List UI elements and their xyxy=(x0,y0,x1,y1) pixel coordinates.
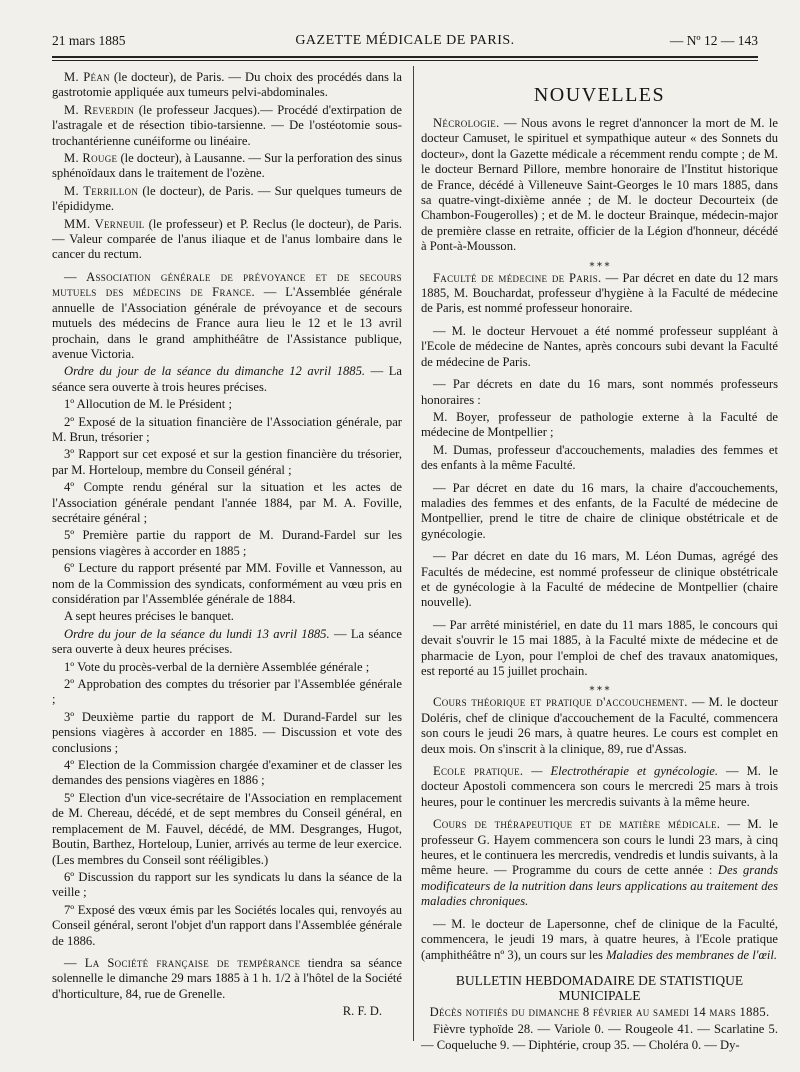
order-1-item: 1º Allocution de M. le Président ; xyxy=(64,397,232,412)
order-2-item: 3º Deuxième partie du rapport de M. Durand-Fardel sur les pensions viagères à accorder en 1885. — Discussion et vote des conclusions ; xyxy=(52,709,402,755)
order-day-2-heading: Ordre du jour de la séance du lundi 13 avril 1885. — La séance sera ouverte à deux heures précises. xyxy=(52,626,402,657)
communication-verneuil: MM. Verneuil (le professeur) et P. Reclus (le docteur), de Paris. — Valeur comparée de l'anus iliaque et de l'anus lombaire dans le cancer du rectum. xyxy=(52,216,402,262)
order-1-item: 3º Rapport sur cet exposé et sur la gestion financière du trésorier, par M. Horteloup, membre du Conseil général ; xyxy=(52,447,402,477)
communication-pean: M. Péan (le docteur), de Paris. — Du choix des procédés dans la gastrotomie appliquée aux tumeurs pelvi-abdominales. xyxy=(52,70,402,100)
header-rule-thin xyxy=(52,60,758,61)
deaths-statistics: Fièvre typhoïde 28. — Variole 0. — Rougeole 41. — Scarlatine 5. — Coqueluche 9. — Diphtérie, croup 35. — Choléra 0. — Dy- xyxy=(421,1022,778,1052)
course-therapeutics: Cours de thérapeutique et de matière médicale. — M. le professeur G. Hayem commencera son cours le lundi 23 mars, à cinq heures, et le continuera les mercredis, vendredis et lundis suivants, à la même heure. — Programme du cours de cette année : Des grands modificateurs de la nutrition dans leurs applications au traitement des maladies chroniques. xyxy=(421,817,779,909)
communication-reverdin: M. Reverdin (le professeur Jacques).— Procédé d'extirpation de l'astragale et de résection tibio-tarsienne. — De l'ostéotomie sous-trochantérienne cunéiforme ou linéaire. xyxy=(52,102,402,148)
left-column xyxy=(52,70,402,1022)
page-header xyxy=(52,33,758,53)
order-1-item: 5º Première partie du rapport de M. Durand-Fardel sur les pensions viagères à accorder en 1885 ; xyxy=(52,528,402,558)
header-title: GAZETTE MÉDICALE DE PARIS. xyxy=(295,33,515,48)
course-obstetrics: Cours théorique et pratique d'accouchement. — M. le docteur Doléris, chef de clinique d'accouchement de la Faculté, commencera son cours le jeudi 26 mars, à quatre heures. Le cours est complet en deux mois. On s'inscrit à la clinique, 89, rue d'Assas. xyxy=(421,695,779,756)
header-date: 21 mars 1885 xyxy=(52,33,126,48)
communication-rouge: M. Rouge (le docteur), à Lausanne. — Sur la perforation des sinus sphénoïdaux dans le traitement de l'ozène. xyxy=(52,151,402,181)
order-1-item: A sept heures précises le banquet. xyxy=(64,609,234,624)
necrology: Nécrologie. — Nous avons le regret d'annoncer la mort de M. le docteur Camuset, le spirituel et sympathique auteur « des Sonnets du docteur», dont la Gazette médicale a récemment rendu compte ; de M. le docteur Bernard Pillore, membre honoraire de l'Institut historique de France, décédé à Villeneuve Saint-Georges le 10 mars 1885, dans sa quatre-vingt-dixième année ; de M. le docteur Decourteix (de Chambon-Fougerolles) ; et de M. le docteur Brainque, médecin-major de première classe en retraite, officier de la Légion d'honneur, décédé à Pont-à-Mousson. xyxy=(421,116,778,254)
order-2-item: 1º Vote du procès-verbal de la dernière Assemblée générale ; xyxy=(64,659,370,674)
order-2-item: 6º Discussion du rapport sur les syndicats lu dans la séance de la veille ; xyxy=(52,869,402,900)
communication-terrillon: M. Terrillon (le docteur), de Paris. — Sur quelques tumeurs de l'épididyme. xyxy=(52,183,402,214)
news-item: M. Boyer, professeur de pathologie externe à la Faculté de médecine de Montpellier ; xyxy=(421,409,778,440)
right-column xyxy=(421,70,778,1055)
column-divider xyxy=(413,66,414,1041)
news-item: — Par décrets en date du 16 mars, sont nommés professeurs honoraires : xyxy=(421,377,778,407)
association-announcement: — Association générale de prévoyance et de secours mutuels des médecins de France. — L'Assemblée générale annuelle de l'Association générale de prévoyance et de secours mutuels des médecins de France aura lieu le 12 et le 13 avril prochain, dans le grand amphithéâtre de l'Assistance publique, avenue Victoria. xyxy=(52,269,402,361)
order-1-item: 4º Compte rendu général sur la situation et les actes de l'Association générale pendant l'année 1884, par M. A. Foville, secrétaire général ; xyxy=(52,480,402,525)
order-1-item: 2º Exposé de la situation financière de l'Association générale, par M. Brun, trésorier ; xyxy=(52,414,402,444)
bulletin-title: BULLETIN HEBDOMADAIRE DE STATISTIQUE MUNICIPALE xyxy=(455,972,744,1003)
course-lapersonne: — M. le docteur de Lapersonne, chef de clinique de la Faculté, commencera, le jeudi 19 mars, à quatre heures, à l'Ecole pratique (amphithéâtre nº 3), un cours sur les Maladies des membranes de l'œil. xyxy=(421,916,778,962)
temperance-announcement: — La Société française de tempérance tiendra sa séance solennelle le dimanche 29 mars 1885 à 1 h. 1/2 à l'hôtel de la Société d'horticulture, 84, rue de Grenelle. xyxy=(52,955,402,1001)
deaths-heading: Décès notifiés du dimanche 8 février au samedi 14 mars 1885. xyxy=(429,1004,770,1019)
header-rule xyxy=(52,56,758,58)
order-1-item: 6º Lecture du rapport présenté par MM. Foville et Vannesson, au nom de la Commission des syndicats, conformément au vœu pris en considération par l'Assemblée générale de 1884. xyxy=(52,561,402,606)
separator-stars: ⁎ ⁎ ⁎ xyxy=(589,682,610,694)
news-item: — Par décret en date du 16 mars, M. Léon Dumas, agrégé des Facultés de médecine, est nommé professeur de clinique obstétricale et de gynécologie à la Faculté de médecine de Montpellier (chaire nouvelle). xyxy=(421,549,778,610)
news-item: M. Dumas, professeur d'accouchements, maladies des femmes et des enfants à la même Faculté. xyxy=(421,442,778,473)
separator-stars: ⁎ ⁎ ⁎ xyxy=(589,257,610,269)
signature: R. F. D. xyxy=(342,1004,382,1019)
order-2-item: 7º Exposé des vœux émis par les Sociétés locales qui, renvoyés au Conseil général, seront l'objet d'un rapport dans l'Assemblée générale de 1886. xyxy=(52,902,402,948)
order-2-item: 2º Approbation des comptes du trésorier par l'Assemblée générale ; xyxy=(52,677,402,707)
order-2-item: 5º Election d'un vice-secrétaire de l'Association en remplacement de M. Chereau, décédé, et de sept membres du Conseil général, en remplacement de M. Fauvel, décédé, de MM. Desgranges, Hugot, Boutin, Barthez, Horteloup, Lunier, arrivés au terme de leur exercice. (Les membres du Conseil sont rééligibles.) xyxy=(52,790,402,867)
news-item: — Par décret en date du 16 mars, la chaire d'accouchements, maladies des femmes et des enfants, de la Faculté de médecine de Montpellier, prend le titre de chaire de clinique obstétricale et de gynécologie. xyxy=(421,480,778,541)
order-day-1-heading: Ordre du jour de la séance du dimanche 12 avril 1885. — La séance sera ouverte à trois heures précises. xyxy=(52,364,402,394)
news-item: — M. le docteur Hervouet a été nommé professeur suppléant à l'Ecole de médecine de Nantes, après concours subi devant la Faculté de médecine de Paris. xyxy=(421,323,778,369)
course-ecole-pratique: Ecole pratique. — Electrothérapie et gynécologie. — M. le docteur Apostoli commencera son cours le mercredi 25 mars à trois heures, pour le continuer les mercredis suivants à la même heure. xyxy=(421,764,778,809)
header-page-number: — Nº 12 — 143 xyxy=(669,33,758,48)
section-title: NOUVELLES xyxy=(533,84,666,106)
faculty-paris: Faculté de médecine de Paris. — Par décret en date du 12 mars 1885, M. Bouchardat, professeur d'hygiène à la Faculté de médecine de Paris, est nommé professeur honoraire. xyxy=(421,270,778,316)
order-2-item: 4º Election de la Commission chargée d'examiner et de classer les demandes des pensions viagères en 1886 ; xyxy=(52,758,402,788)
news-item: — Par arrêté ministériel, en date du 11 mars 1885, le concours qui devait s'ouvrir le 15 mai 1885, à la Faculté mixte de médecine et de pharmacie de Lyon, pour l'emploi de chef des travaux anatomiques, est reporté au 15 juillet prochain. xyxy=(421,617,778,678)
